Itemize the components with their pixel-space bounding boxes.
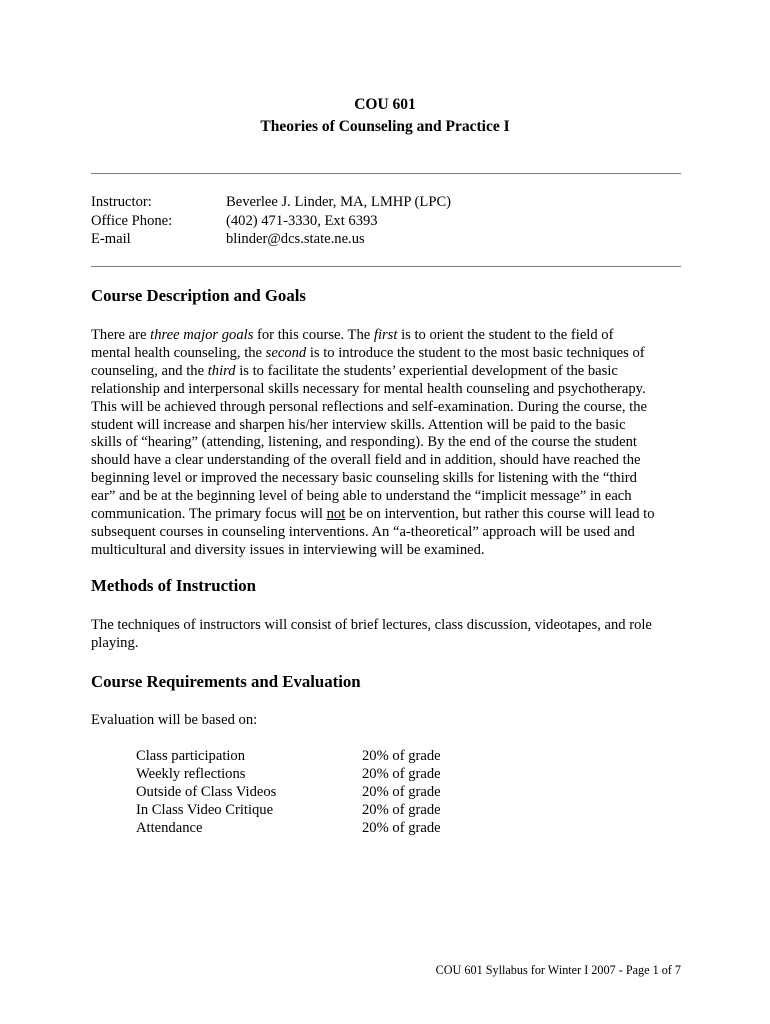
text-run: for this course. The	[253, 327, 374, 343]
text-run: should have a clear understanding of the overall field and in addition, should have reached the	[91, 452, 641, 469]
emphasis-text: third	[207, 362, 236, 379]
text-run: There are	[91, 327, 151, 343]
emphasis-text: three major goals	[150, 327, 254, 343]
evaluation-intro: Evaluation will be based on:	[91, 712, 258, 728]
evaluation-row	[136, 748, 441, 766]
text-run: communication. The primary focus will	[91, 506, 327, 523]
paragraph-line	[91, 542, 681, 560]
course-title: Theories of Counseling and Practice I	[260, 118, 510, 135]
evaluation-item: In Class Video Critique	[136, 801, 274, 818]
paragraph-line	[91, 524, 681, 542]
contact-label: E-mail	[91, 231, 131, 247]
contact-row-instructor	[91, 193, 451, 212]
contact-value: (402) 471-3330, Ext 6393	[226, 212, 378, 229]
section-heading-methods: Methods of Instruction	[91, 576, 257, 595]
evaluation-table	[136, 748, 441, 838]
text-run: be on intervention, but rather this course will lead to	[345, 506, 655, 523]
course-code: COU 601	[354, 96, 416, 113]
text-run: ear” and be at the beginning level of being able to understand the “implicit message” in each	[91, 488, 632, 505]
paragraph-line	[91, 506, 681, 524]
text-run: is to facilitate the students’ experiential development of the basic	[235, 362, 618, 379]
evaluation-weight: 20% of grade	[362, 819, 441, 836]
evaluation-row	[136, 766, 441, 784]
paragraph-line: playing.	[91, 634, 139, 651]
paragraph-line	[91, 452, 681, 470]
section-heading-description: Course Description and Goals	[91, 286, 306, 305]
paragraph-line	[91, 327, 681, 345]
evaluation-weight: 20% of grade	[362, 801, 441, 818]
page-footer: COU 601 Syllabus for Winter I 2007 - Page 1 of 7	[435, 963, 681, 977]
emphasis-text: first	[373, 327, 398, 343]
evaluation-weight: 20% of grade	[362, 748, 441, 764]
text-run: subsequent courses in counseling interventions. An “a-theoretical” approach will be used and	[91, 523, 635, 540]
contact-info	[91, 193, 451, 249]
contact-label: Office Phone:	[91, 212, 173, 229]
text-run: is to introduce the student to the most basic techniques of	[306, 344, 645, 361]
paragraph-line	[91, 470, 681, 488]
text-run: skills of “hearing” (attending, listening, and responding). By the end of the course the student	[91, 434, 637, 451]
bottom-divider	[91, 266, 681, 267]
paragraph-line	[91, 417, 681, 435]
evaluation-row	[136, 784, 441, 802]
evaluation-item: Outside of Class Videos	[136, 783, 277, 800]
emphasis-text: second	[265, 344, 307, 361]
contact-value: blinder@dcs.state.ne.us	[226, 231, 365, 247]
title-block	[0, 94, 770, 138]
underlined-text: not	[326, 506, 346, 523]
evaluation-weight: 20% of grade	[362, 783, 441, 800]
text-run: mental health counseling, the	[91, 344, 266, 361]
contact-row-phone	[91, 212, 451, 231]
evaluation-weight: 20% of grade	[362, 765, 441, 782]
paragraph-line	[91, 363, 681, 381]
contact-row-email	[91, 230, 451, 249]
top-divider	[91, 173, 681, 174]
paragraph-line	[91, 399, 681, 417]
description-paragraph	[91, 327, 681, 560]
evaluation-row	[136, 802, 441, 820]
contact-label: Instructor:	[91, 194, 152, 210]
paragraph-line: The techniques of instructors will consist of brief lectures, class discussion, videotapes, and role	[91, 617, 652, 633]
evaluation-item: Weekly reflections	[136, 765, 246, 782]
text-run: This will be achieved through personal reflections and self-examination. During the course, the	[91, 398, 648, 415]
text-run: is to orient the student to the field of	[397, 327, 614, 343]
paragraph-line	[91, 381, 681, 399]
text-run: beginning level or improved the necessary basic counseling skills for listening with the “third	[91, 470, 637, 487]
text-run: relationship and interpersonal skills necessary for mental health counseling and psychotherapy.	[91, 380, 646, 397]
contact-value: Beverlee J. Linder, MA, LMHP (LPC)	[226, 194, 452, 210]
section-heading-requirements: Course Requirements and Evaluation	[91, 672, 361, 691]
paragraph-line	[91, 434, 681, 452]
evaluation-row	[136, 820, 441, 838]
text-run: multicultural and diversity issues in interviewing will be examined.	[91, 541, 485, 558]
evaluation-item: Attendance	[136, 819, 203, 836]
paragraph-line	[91, 488, 681, 506]
text-run: student will increase and sharpen his/her interview skills. Attention will be paid to the basic	[91, 416, 626, 433]
paragraph-line	[91, 345, 681, 363]
methods-paragraph	[91, 617, 681, 653]
text-run: counseling, and the	[91, 362, 208, 379]
evaluation-item: Class participation	[136, 748, 246, 764]
